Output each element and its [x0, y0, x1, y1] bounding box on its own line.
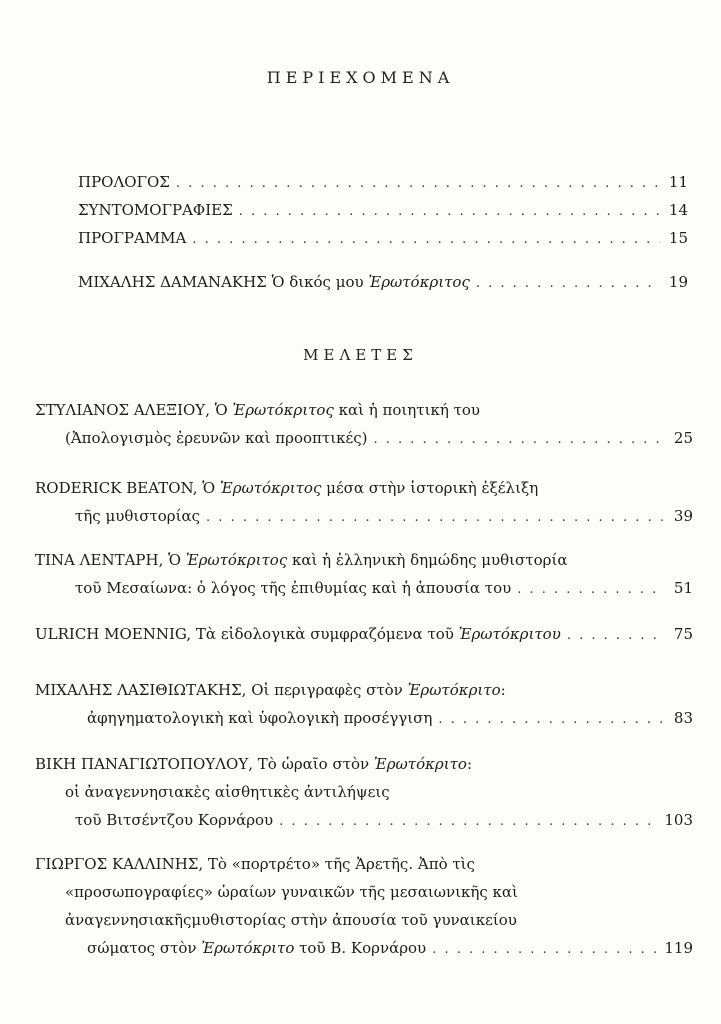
study-line: ΒΙΚΗ ΠΑΝΑΓΙΩΤΟΠΟΥΛΟΥ, Τὸ ὡραῖο στὸν Ἐρωτόκριτο: — [35, 755, 473, 773]
entry-author: ΓΙΩΡΓΟΣ ΚΑΛΛΙΝΗΣ, — [35, 855, 204, 873]
toc-entry-label: ΣΥΝΤΟΜΟΓΡΑΦΙΕΣ — [78, 201, 233, 219]
study-line: ἀναγεννησιακῆςμυθιστορίας στὴν ἀπουσία τοῦ γυναικείου — [65, 911, 517, 929]
study-line: τῆς μυθιστορίας . . . 39 — [35, 502, 693, 530]
study-line: RODERICK BEATON, Ὁ Ἐρωτόκριτος μέσα στὴν ἱστορικὴ ἐξέλιξη — [35, 479, 539, 497]
study-line: (Ἀπολογισμὸς ἐρευνῶν καὶ προοπτικές) . . . 25 — [35, 424, 693, 452]
toc-front-matter — [78, 168, 688, 252]
toc-study[interactable] — [35, 396, 693, 452]
toc-intro — [78, 268, 688, 296]
entry-author: RODERICK BEATON, — [35, 479, 198, 497]
study-line: οἱ ἀναγεννησιακὲς αἰσθητικὲς ἀντιλήψεις — [65, 783, 390, 801]
toc-entry[interactable] — [78, 196, 688, 224]
toc-page-number: 51 — [673, 579, 693, 597]
entry-author: ULRICH MOENNIG, — [35, 625, 192, 643]
toc-entry[interactable] — [78, 168, 688, 196]
leader-dots — [438, 706, 665, 734]
entry-author: ΒΙΚΗ ΠΑΝΑΓΙΩΤΟΠΟΥΛΟΥ, — [35, 755, 254, 773]
study-line: ἀφηγηματολογικὴ καὶ ὑφολογικὴ προσέγγιση . . . 83 — [35, 704, 693, 732]
study-line: ULRICH MOENNIG, Τὰ εἰδολογικὰ συμφραζόμενα τοῦ Ἐρωτόκριτου . . . 75 — [35, 620, 693, 648]
leader-dots — [206, 504, 665, 532]
toc-page-number: 19 — [668, 273, 688, 291]
entry-author: ΣΤΥΛΙΑΝΟΣ ΑΛΕΞΙΟΥ, — [35, 401, 210, 419]
entry-title-italic: Ἐρωτόκριτος — [368, 273, 470, 291]
toc-page-number: 25 — [673, 429, 693, 447]
leader-dots — [567, 622, 665, 650]
toc-page-number: 39 — [673, 507, 693, 525]
toc-study[interactable] — [35, 750, 693, 834]
entry-title-prefix: Ὁ δικός μου — [271, 273, 364, 291]
study-line: τοῦ Βιτσέντζου Κορνάρου . . . 103 — [35, 806, 693, 834]
leader-dots — [176, 170, 660, 198]
leader-dots — [239, 198, 660, 226]
toc-page-number: 83 — [673, 709, 693, 727]
study-line: ΣΤΥΛΙΑΝΟΣ ΑΛΕΞΙΟΥ, Ὁ Ἐρωτόκριτος καὶ ἡ ποιητική του — [35, 401, 481, 419]
study-line: «προσωπογραφίες» ὡραίων γυναικῶν τῆς μεσαιωνικῆς καὶ — [65, 883, 518, 901]
entry-author: ΜΙΧΑΛΗΣ ΛΑΣΙΘΙΩΤΑΚΗΣ, — [35, 681, 247, 699]
toc-page-number: 75 — [673, 625, 693, 643]
toc-study[interactable] — [35, 474, 693, 530]
study-line: ΤΙΝΑ ΛΕΝΤΑΡΗ, Ὁ Ἐρωτόκριτος καὶ ἡ ἑλληνικὴ δημώδης μυθιστορία — [35, 551, 568, 569]
study-line: τοῦ Μεσαίωνα: ὁ λόγος τῆς ἐπιθυμίας καὶ ἡ ἀπουσία του . . . 51 — [35, 574, 693, 602]
toc-page-number: 15 — [668, 229, 688, 247]
leader-dots — [517, 576, 665, 604]
study-line: ΓΙΩΡΓΟΣ ΚΑΛΛΙΝΗΣ, Τὸ «πορτρέτο» τῆς Ἀρετῆς. Ἀπὸ τὶς — [35, 855, 475, 873]
leader-dots — [373, 426, 665, 454]
entry-author: ΤΙΝΑ ΛΕΝΤΑΡΗ, — [35, 551, 164, 569]
leader-dots — [476, 270, 660, 298]
toc-page-number: 14 — [668, 201, 688, 219]
leader-dots — [192, 226, 660, 254]
section-heading: ΜΕΛΕΤΕΣ — [303, 346, 418, 364]
entry-author: ΜΙΧΑΛΗΣ ΔΑΜΑΝΑΚΗΣ — [78, 273, 267, 291]
toc-page-number: 11 — [668, 173, 688, 191]
toc-study[interactable] — [35, 850, 693, 962]
toc-page-number: 119 — [664, 939, 693, 957]
study-line: ΜΙΧΑΛΗΣ ΛΑΣΙΘΙΩΤΑΚΗΣ, Οἱ περιγραφὲς στὸν Ἐρωτόκριτο: — [35, 681, 506, 699]
leader-dots — [432, 936, 658, 964]
study-line: σώματος στὸν Ἐρωτόκριτο τοῦ Β. Κορνάρου . . . 119 — [35, 934, 693, 962]
toc-study[interactable] — [35, 676, 693, 732]
toc-entry-label: ΠΡΟΛΟΓΟΣ — [78, 173, 170, 191]
leader-dots — [279, 808, 658, 836]
toc-entry[interactable] — [78, 224, 688, 252]
toc-entry-label — [78, 268, 470, 296]
toc-study[interactable] — [35, 620, 693, 648]
toc-entry[interactable] — [78, 268, 688, 296]
page-title: ΠΕΡΙΕΧΟΜΕΝΑ — [266, 68, 455, 87]
toc-study[interactable] — [35, 546, 693, 602]
toc-entry-label: ΠΡΟΓΡΑΜΜΑ — [78, 229, 187, 247]
toc-page-number: 103 — [664, 811, 693, 829]
